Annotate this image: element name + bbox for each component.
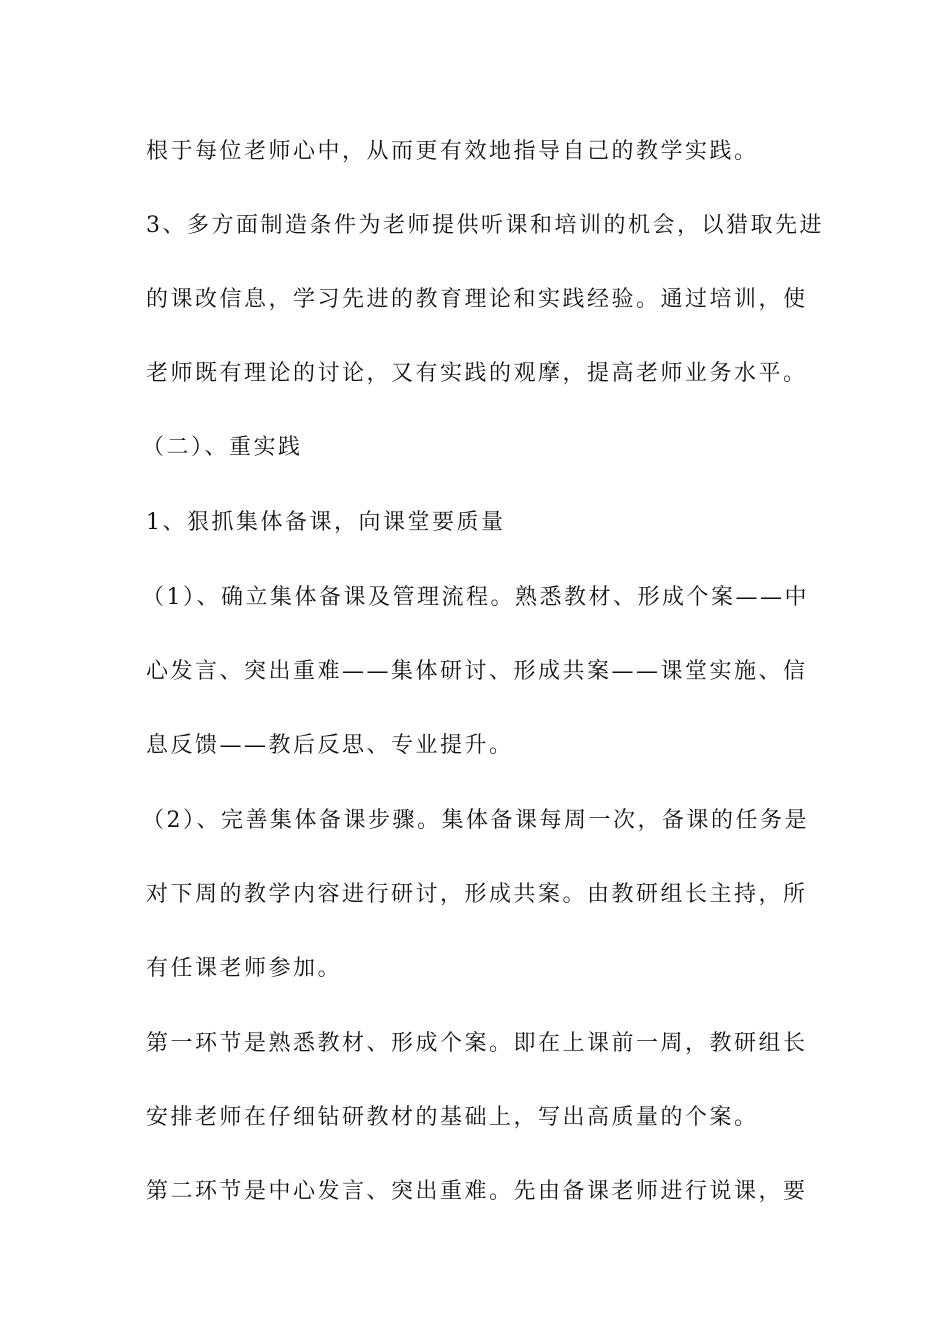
text-line: （2）、完善集体备课步骤。集体备课每周一次，备课的任务是 bbox=[142, 808, 809, 833]
text-line: 有任课老师参加。 bbox=[146, 956, 343, 981]
text-line: 对下周的教学内容进行研讨，形成共案。由教研组长主持，所 bbox=[146, 882, 808, 907]
subsection-heading: 1、狠抓集体备课，向课堂要质量 bbox=[146, 510, 506, 535]
text-line: 息反馈——教后反思、专业提升。 bbox=[146, 733, 514, 758]
text-line: 老师既有理论的讨论，又有实践的观摩，提高老师业务水平。 bbox=[146, 361, 808, 386]
section-heading: （二）、重实践 bbox=[142, 435, 303, 460]
text-line: 3、多方面制造条件为老师提供听课和培训的机会，以猎取先进 bbox=[146, 213, 824, 238]
text-line: 第一环节是熟悉教材、形成个案。即在上课前一周，教研组长 bbox=[146, 1031, 808, 1056]
text-line: 安排老师在仔细钻研教材的基础上，写出高质量的个案。 bbox=[146, 1105, 759, 1130]
text-line: （1）、确立集体备课及管理流程。熟悉教材、形成个案——中 bbox=[142, 585, 809, 610]
text-line: 心发言、突出重难——集体研讨、形成共案——课堂实施、信 bbox=[146, 659, 808, 684]
text-line: 第二环节是中心发言、突出重难。先由备课老师进行说课，要 bbox=[146, 1179, 808, 1204]
text-line: 根于每位老师心中，从而更有效地指导自己的教学实践。 bbox=[146, 139, 759, 164]
text-line: 的课改信息，学习先进的教育理论和实践经验。通过培训，使 bbox=[146, 287, 808, 312]
